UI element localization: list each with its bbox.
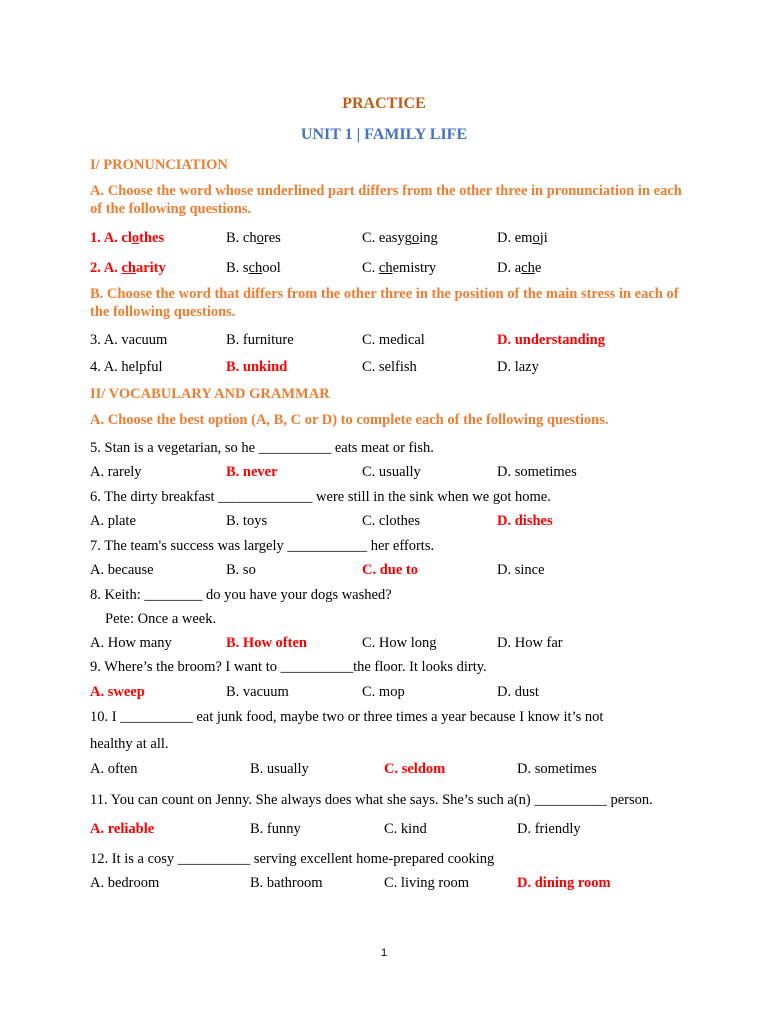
q2-option-a: 2. A. charity	[90, 260, 166, 276]
q2-option-b: B. school	[226, 260, 281, 276]
q9-option-c: C. mop	[362, 684, 405, 700]
section-pronunciation: I/ PRONUNCIATION	[90, 157, 228, 173]
q10-option-b: B. usually	[250, 761, 309, 777]
q3-option-c: C. medical	[362, 332, 425, 348]
instruction-vocab-a: A. Choose the best option (A, B, C or D) to complete each of the following questions.	[90, 412, 609, 428]
q1-option-a: 1. A. clothes	[90, 230, 165, 246]
q8-stem: 8. Keith: ________ do you have your dogs washed?	[90, 587, 392, 603]
q5-option-b: B. never	[226, 464, 278, 480]
q8-option-d: D. How far	[497, 635, 563, 651]
page-title: PRACTICE	[342, 95, 426, 112]
q6-option-b: B. toys	[226, 513, 268, 529]
q4-option-d: D. lazy	[497, 359, 539, 375]
q7-option-a: A. because	[90, 562, 154, 578]
unit-title: UNIT 1 | FAMILY LIFE	[300, 126, 468, 143]
q3-option-b: B. furniture	[226, 332, 294, 348]
section-vocabulary-grammar: II/ VOCABULARY AND GRAMMAR	[90, 386, 330, 402]
q9-option-d: D. dust	[497, 684, 539, 700]
q2-option-c: C. chemistry	[362, 260, 437, 276]
q8-option-b: B. How often	[226, 635, 307, 651]
q11-option-b: B. funny	[250, 821, 301, 837]
q10-option-a: A. often	[90, 761, 138, 777]
page-number: 1	[380, 947, 388, 959]
q11-option-d: D. friendly	[517, 821, 581, 837]
q6-option-c: C. clothes	[362, 513, 420, 529]
q5-option-a: A. rarely	[90, 464, 142, 480]
q12-option-d: D. dining room	[517, 875, 611, 891]
q12-stem: 12. It is a cosy __________ serving excellent home-prepared cooking	[90, 851, 495, 867]
instruction-pronunciation-a: A. Choose the word whose underlined part differs from the other three in pronunciation in each of the following questions.	[90, 183, 682, 217]
q12-option-c: C. living room	[384, 875, 469, 891]
q9-option-b: B. vacuum	[226, 684, 289, 700]
q8-option-a: A. How many	[90, 635, 172, 651]
q10-option-d: D. sometimes	[517, 761, 597, 777]
q4-option-c: C. selfish	[362, 359, 417, 375]
q1-option-d: D. emoji	[497, 230, 548, 246]
q8-option-c: C. How long	[362, 635, 437, 651]
q7-option-d: D. since	[497, 562, 545, 578]
q9-stem: 9. Where’s the broom? I want to __________the floor. It looks dirty.	[90, 659, 487, 675]
q1-option-c: C. easygoing	[362, 230, 438, 246]
q5-option-c: C. usually	[362, 464, 421, 480]
q8-stem-reply: Pete: Once a week.	[105, 611, 217, 627]
q6-option-d: D. dishes	[497, 513, 553, 529]
q2-option-d: D. ache	[497, 260, 542, 276]
q10-option-c: C. seldom	[384, 761, 446, 777]
q12-option-a: A. bedroom	[90, 875, 160, 891]
q4-option-b: B. unkind	[226, 359, 288, 375]
q12-option-b: B. bathroom	[250, 875, 323, 891]
q11-stem: 11. You can count on Jenny. She always does what she says. She’s such a(n) __________ person.	[90, 792, 653, 808]
q4-option-a: 4. A. helpful	[90, 359, 163, 375]
q5-option-d: D. sometimes	[497, 464, 577, 480]
q3-option-a: 3. A. vacuum	[90, 332, 168, 348]
instruction-stress-b: B. Choose the word that differs from the other three in the position of the main stress in each of the following questions.	[90, 286, 679, 320]
q9-option-a: A. sweep	[90, 684, 145, 700]
q6-option-a: A. plate	[90, 513, 136, 529]
q5-stem: 5. Stan is a vegetarian, so he __________ eats meat or fish.	[90, 440, 434, 456]
q10-stem-continued: healthy at all.	[90, 736, 169, 752]
q1-option-b: B. chores	[226, 230, 281, 246]
q7-stem: 7. The team's success was largely ___________ her efforts.	[90, 538, 435, 554]
q3-option-d: D. understanding	[497, 332, 605, 348]
q7-option-b: B. so	[226, 562, 256, 578]
q7-option-c: C. due to	[362, 562, 418, 578]
q11-option-a: A. reliable	[90, 821, 155, 837]
q6-stem: 6. The dirty breakfast _____________ were still in the sink when we got home.	[90, 489, 551, 505]
q11-option-c: C. kind	[384, 821, 427, 837]
q10-stem: 10. I __________ eat junk food, maybe two or three times a year because I know it’s not	[90, 709, 604, 725]
